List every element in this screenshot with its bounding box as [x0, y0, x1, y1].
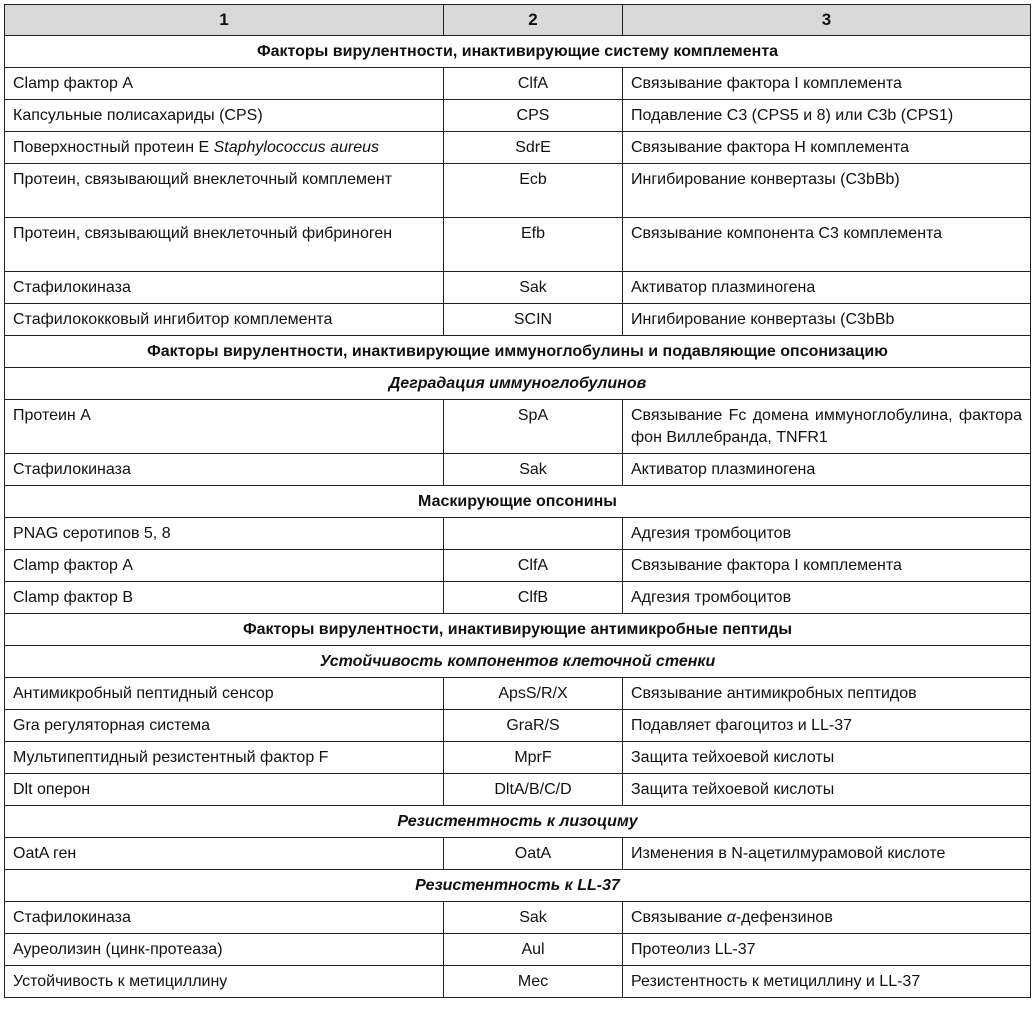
factor-function: Связывание Fc домена иммуноглобулина, фактора фон Виллебранда, TNFR1 — [623, 400, 1031, 454]
subsection-heading: Деградация иммуноглобулинов — [5, 368, 1031, 400]
factor-code: MprF — [444, 742, 623, 774]
factor-code — [444, 518, 623, 550]
factor-name: Dlt оперон — [5, 774, 444, 806]
table-row — [5, 272, 1031, 304]
factor-function: Связывание фактора I комплемента — [623, 68, 1031, 100]
factor-code: CPS — [444, 100, 623, 132]
section-row — [5, 486, 1031, 518]
factor-function: Подавление C3 (CPS5 и 8) или C3b (CPS1) — [623, 100, 1031, 132]
section-row — [5, 336, 1031, 368]
factor-function: Ингибирование конвертазы (C3bBb — [623, 304, 1031, 336]
factor-name: Ауреолизин (цинк-протеаза) — [5, 934, 444, 966]
factor-name: OatA ген — [5, 838, 444, 870]
table-row — [5, 400, 1031, 454]
factor-name: Устойчивость к метициллину — [5, 966, 444, 998]
subsection-heading: Резистентность к лизоциму — [5, 806, 1031, 838]
factor-function: Связывание компонента C3 комплемента — [623, 218, 1031, 272]
factor-function: Связывание фактора I комплемента — [623, 550, 1031, 582]
column-header-1: 1 — [5, 5, 444, 36]
factor-function: Защита тейхоевой кислоты — [623, 774, 1031, 806]
factor-code: Efb — [444, 218, 623, 272]
factor-function: Ингибирование конвертазы (C3bBb) — [623, 164, 1031, 218]
table-row — [5, 454, 1031, 486]
greek-alpha: α — [726, 909, 736, 926]
section-heading: Факторы вирулентности, инактивирующие систему комплемента — [5, 36, 1031, 68]
factor-function-text: Связывание — [631, 909, 727, 926]
table-row — [5, 934, 1031, 966]
factor-function: Изменения в N-ацетилмурамовой кислоте — [623, 838, 1031, 870]
factor-name: Стафилокиназа — [5, 454, 444, 486]
section-row — [5, 36, 1031, 68]
subsection-row — [5, 806, 1031, 838]
factor-function: Активатор плазминогена — [623, 272, 1031, 304]
table-row — [5, 518, 1031, 550]
factor-name: Стафилококковый ингибитор комплемента — [5, 304, 444, 336]
factor-name: Clamp фактор B — [5, 582, 444, 614]
factor-code: SCIN — [444, 304, 623, 336]
factor-name: Clamp фактор A — [5, 68, 444, 100]
factor-name — [5, 132, 444, 164]
factor-function: Адгезия тромбоцитов — [623, 518, 1031, 550]
species-name: Staphylococcus aureus — [213, 139, 380, 156]
factor-code: ClfA — [444, 68, 623, 100]
factor-code: Sak — [444, 272, 623, 304]
factor-code: Sak — [444, 902, 623, 934]
table-row — [5, 68, 1031, 100]
factor-name: Протеин A — [5, 400, 444, 454]
factor-code: OatA — [444, 838, 623, 870]
section-heading: Маскирующие опсонины — [5, 486, 1031, 518]
table-row — [5, 582, 1031, 614]
factor-function: Защита тейхоевой кислоты — [623, 742, 1031, 774]
table-row — [5, 100, 1031, 132]
subsection-heading: Устойчивость компонентов клеточной стенки — [5, 646, 1031, 678]
table-row — [5, 304, 1031, 336]
factor-code: ClfB — [444, 582, 623, 614]
factor-function: Активатор плазминогена — [623, 454, 1031, 486]
factor-function: Подавляет фагоцитоз и LL-37 — [623, 710, 1031, 742]
section-heading: Факторы вирулентности, инактивирующие антимикробные пептиды — [5, 614, 1031, 646]
factor-function-text: -дефензинов — [735, 909, 833, 926]
subsection-row — [5, 368, 1031, 400]
section-heading: Факторы вирулентности, инактивирующие иммуноглобулины и подавляющие опсонизацию — [5, 336, 1031, 368]
header-row — [5, 5, 1031, 36]
factor-function: Адгезия тромбоцитов — [623, 582, 1031, 614]
factor-code: Aul — [444, 934, 623, 966]
subsection-row — [5, 646, 1031, 678]
factor-code: Sak — [444, 454, 623, 486]
virulence-factors-table — [4, 4, 1031, 998]
table-row — [5, 218, 1031, 272]
factor-name: Протеин, связывающий внеклеточный фибриноген — [5, 218, 444, 272]
factor-function — [623, 902, 1031, 934]
table-row — [5, 132, 1031, 164]
subsection-row — [5, 870, 1031, 902]
factor-name: Мультипептидный резистентный фактор F — [5, 742, 444, 774]
table-row — [5, 164, 1031, 218]
table-row — [5, 710, 1031, 742]
factor-name: Clamp фактор A — [5, 550, 444, 582]
factor-code: ClfA — [444, 550, 623, 582]
table-row — [5, 678, 1031, 710]
table-row — [5, 838, 1031, 870]
table-row — [5, 742, 1031, 774]
factor-function: Связывание фактора H комплемента — [623, 132, 1031, 164]
factor-name-text: Поверхностный протеин E — [13, 139, 214, 156]
factor-function: Резистентность к метициллину и LL-37 — [623, 966, 1031, 998]
column-header-2: 2 — [444, 5, 623, 36]
factor-code: ApsS/R/X — [444, 678, 623, 710]
factor-name: Gra регуляторная система — [5, 710, 444, 742]
factor-name: Протеин, связывающий внеклеточный комплемент — [5, 164, 444, 218]
factor-code: DltA/B/C/D — [444, 774, 623, 806]
table-row — [5, 966, 1031, 998]
factor-code: SdrE — [444, 132, 623, 164]
factor-function: Связывание антимикробных пептидов — [623, 678, 1031, 710]
factor-name: Капсульные полисахариды (CPS) — [5, 100, 444, 132]
column-header-3: 3 — [623, 5, 1031, 36]
table-row — [5, 550, 1031, 582]
factor-function: Протеолиз LL-37 — [623, 934, 1031, 966]
table-row — [5, 774, 1031, 806]
factor-name: Антимикробный пептидный сенсор — [5, 678, 444, 710]
factor-name: Стафилокиназа — [5, 272, 444, 304]
subsection-heading: Резистентность к LL-37 — [5, 870, 1031, 902]
factor-name: PNAG серотипов 5, 8 — [5, 518, 444, 550]
factor-code: Mec — [444, 966, 623, 998]
factor-code: Ecb — [444, 164, 623, 218]
factor-name: Стафилокиназа — [5, 902, 444, 934]
factor-code: GraR/S — [444, 710, 623, 742]
section-row — [5, 614, 1031, 646]
table-row — [5, 902, 1031, 934]
factor-code: SpA — [444, 400, 623, 454]
